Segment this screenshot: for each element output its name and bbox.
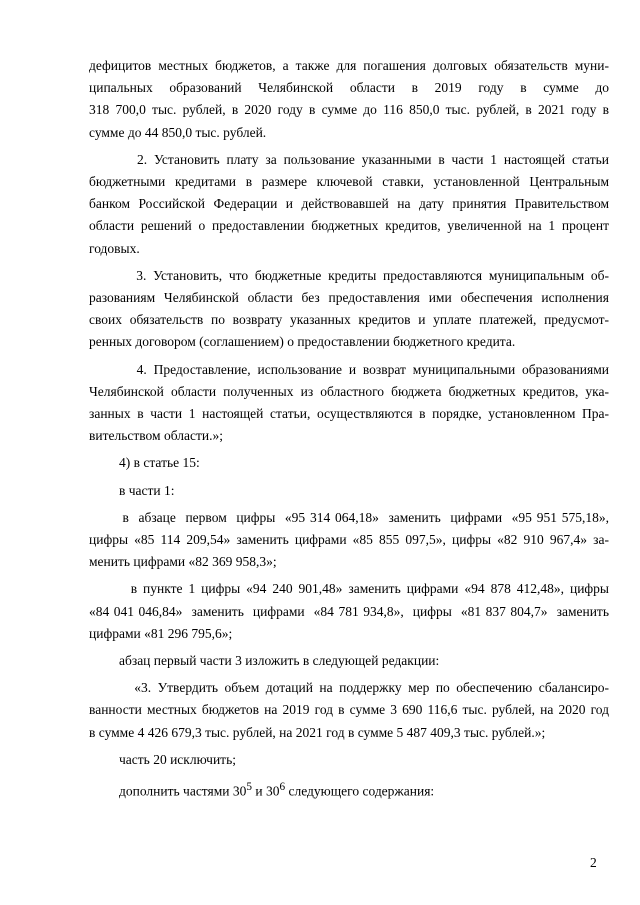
- paragraph-item-4: 4. Предоставление, использование и возврат муниципальными образованиями Челябинской области полученных из областного бюджета бюджетных кредитов, ука- занных в части 1 настоящей статьи, осуществляются в порядке, установленном Пра- вительством области.»;: [89, 361, 609, 444]
- page-number: 2: [590, 855, 597, 870]
- paragraph-point-1: в пункте 1 цифры «94 240 901,48» заменить цифрами «94 878 412,48», цифры «84 041 046,84» заменить цифрами «84 781 934,8», цифры «81 837 804,7» заменить цифрами «81 296 795,6»;: [89, 581, 609, 641]
- paragraph-part-20: часть 20 исключить;: [119, 751, 236, 767]
- paragraph-continuation: дефицитов местных бюджетов, а также для погашения долговых обязательств муни- ципальных образований Челябинской области в 2019 году в сумме до 318 700,0 тыс. рублей, в 2020 году в сумме до 116 850,0 тыс. рублей, в 2021 году в сумме до 44 850,0 тыс. рублей.: [89, 58, 609, 140]
- paragraph-article-15: 4) в статье 15:: [119, 455, 200, 471]
- paragraph-add-parts: дополнить частями $30^5$ и $30^6$ следующего содержания:: [119, 781, 435, 799]
- paragraph-part-1: в части 1:: [119, 482, 175, 498]
- superscript-6: 6: [279, 781, 286, 794]
- paragraph-item-2: 2. Установить плату за пользование указанными в части 1 настоящей статьи бюджетными кредитами в размере ключевой ставки, установленной Центральным банком Российской Федерации и действовавшей на дату принятия Правительством области решений о предоставлении бюджетных кредитов, увеличенной на 1 процент годовых.: [89, 151, 609, 256]
- paragraph-part-3-new: абзац первый части 3 изложить в следующей редакции:: [119, 653, 440, 669]
- paragraph-quote-3: «3. Утвердить объем дотаций на поддержку мер по обеспечению сбалансиро- ванности местных бюджетов на 2019 год в сумме 3 690 116,6 тыс. рублей, на 2020 год в сумме 4 426 679,3 тыс. рублей, на 2021 год в сумме 5 487 409,3 тыс. рублей.»;: [89, 680, 609, 740]
- paragraph-item-3: 3. Установить, что бюджетные кредиты предоставляются муниципальным об- разованиям Челябинской области без предоставления ими обеспечения исполнения своих обязательств по возврату указанных кредитов и уплате платежей, предусмот- ренных договором (соглашением) о предоставлении бюджетного кредита.: [89, 267, 609, 350]
- paragraph-first-abzac: в абзаце первом цифры «95 314 064,18» заменить цифрами «95 951 575,18», цифры «85 114 209,54» заменить цифрами «85 855 097,5», цифры «82 910 967,4» за- менить цифрами «82 369 958,3»;: [89, 509, 609, 570]
- document-body: [89, 55, 609, 803]
- superscript-5: 5: [246, 781, 253, 794]
